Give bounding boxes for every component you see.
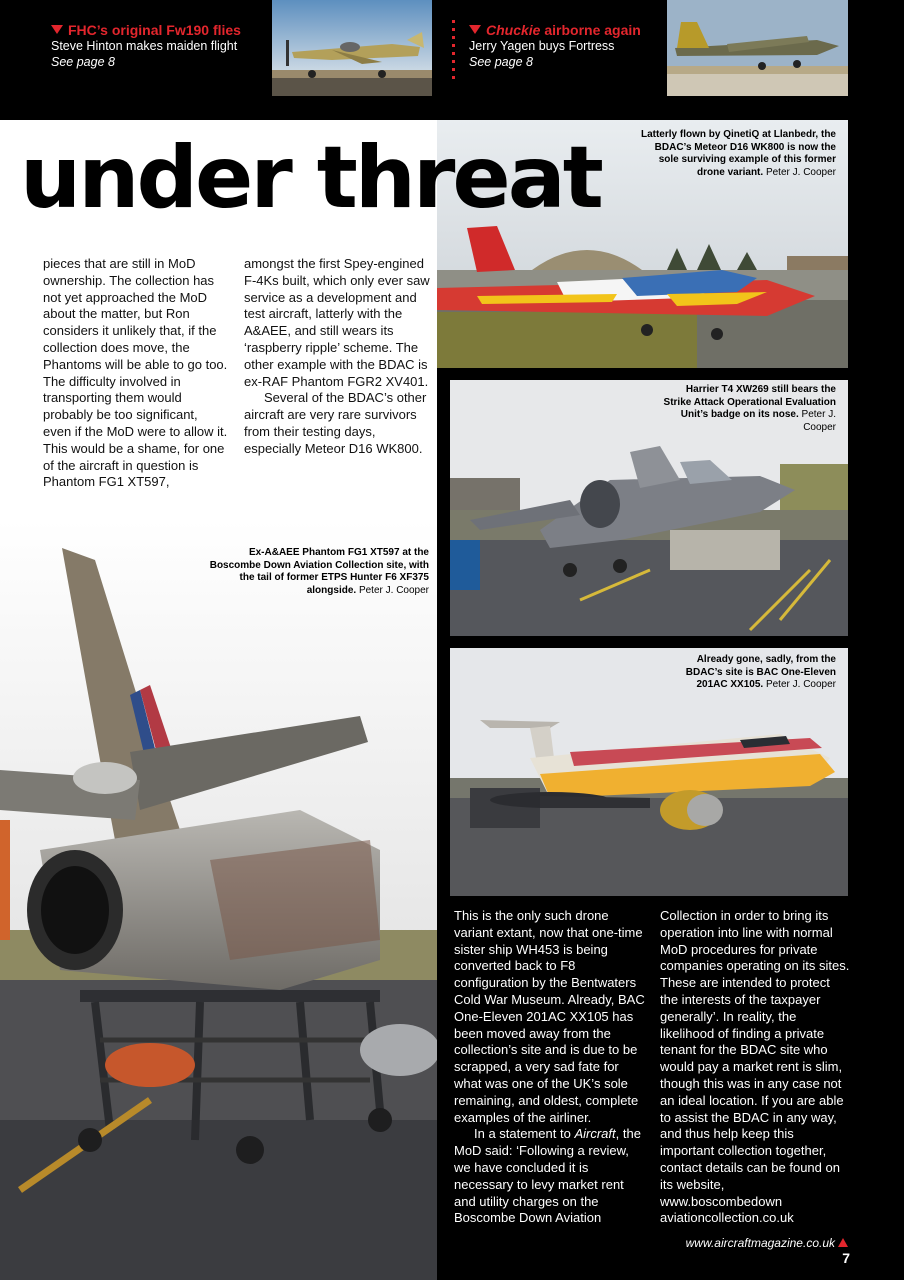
teaser-subline: Steve Hinton makes maiden flight xyxy=(51,39,238,53)
caption-text: Harrier T4 XW269 still bears the Strike Attack Operational Evaluation Unit’s badge on its nose. xyxy=(663,384,836,420)
fw190-thumbnail xyxy=(272,0,432,96)
body-column-2 xyxy=(244,256,430,458)
phantom-caption xyxy=(200,547,429,597)
caption-text: Latterly flown by QinetiQ at Llanbedr, the BDAC’s Meteor D16 WK800 is now the sole surviving example of this former drone variant. xyxy=(640,129,836,178)
caption-text: Ex-A&AEE Phantom FG1 XT597 at the Boscombe Down Aviation Collection site, with the tail of former ETPS Hunter F6 XF375 alongside. xyxy=(209,547,429,596)
teaser-chuckie[interactable] xyxy=(469,22,664,70)
meteor-caption xyxy=(640,129,836,179)
body-paragraph: This is the only such drone variant extant, now that one-time sister ship WH453 is being converted back to F8 configuration by the Bentwaters Cold War Museum. Already, BAC One-Eleven 201AC XX105 has been moved away from the collection’s site and is due to be scrapped, a very sad fate for what was one of the UK’s sole remaining, and oldest, complete examples of the airliner. xyxy=(454,908,645,1125)
teaser-see-page: See page 8 xyxy=(469,55,533,69)
page-headline: under threat xyxy=(20,128,601,228)
body-paragraph: pieces that are still in MoD ownership. The collection has not yet approached the MoD about the matter, but Ron considers it unlikely that, if the collection does move, the Phantoms will be able to go too. The difficulty involved in transporting them would probably be too significant, even if the MoD were to allow it. This would be a shame, for one of the aircraft in question is Phantom FG1 XT597, xyxy=(43,256,228,490)
teaser-see-page: See page 8 xyxy=(51,55,115,69)
oneeleven-caption xyxy=(660,654,836,692)
body-paragraph: Several of the BDAC’s other aircraft are very rare survivors from their testing days, especially Meteor D16 WK800. xyxy=(244,390,427,456)
body-column-3 xyxy=(454,908,646,1227)
photo-credit: Peter J. Cooper xyxy=(801,409,836,433)
up-triangle-icon xyxy=(838,1238,848,1247)
body-column-1 xyxy=(43,256,229,491)
body-column-4 xyxy=(660,908,850,1227)
phantom-photo xyxy=(0,520,437,1280)
body-paragraph: In a statement to Aircraft, the MoD said: ‘Following a review, we have concluded it is necessary to levy market rent and utility charges on the Boscombe Down Aviation xyxy=(454,1126,641,1226)
photo-credit: Peter J. Cooper xyxy=(765,166,836,178)
teaser-divider xyxy=(452,20,455,82)
b17-thumbnail xyxy=(667,0,848,96)
down-triangle-icon xyxy=(51,25,63,34)
teaser-fw190[interactable] xyxy=(51,22,266,70)
teaser-subline: Jerry Yagen buys Fortress xyxy=(469,39,615,53)
teaser-headline: FHC’s original Fw190 flies xyxy=(51,22,266,38)
down-triangle-icon xyxy=(469,25,481,34)
photo-credit: Peter J. Cooper xyxy=(358,584,429,596)
photo-credit: Peter J. Cooper xyxy=(765,679,836,690)
page-footer xyxy=(680,1236,850,1266)
footer-url[interactable]: www.aircraftmagazine.co.uk xyxy=(685,1236,835,1250)
body-paragraph: Collection in order to bring its operation into line with normal MoD procedures for private companies operating on its sites. These are intended to protect the interests of the taxpayer generally’. In reality, the likelihood of finding a private tenant for the BDAC site who would pay a market rent is slim, though this was in any case not an ideal location. If you are able to assist the BDAC in any way, and thus help keep this important collection together, contact details can be found on its website, www.boscombedown aviationcollection.co.uk xyxy=(660,908,850,1226)
harrier-caption xyxy=(660,384,836,434)
teaser-headline: Chuckie airborne again xyxy=(469,22,664,38)
body-paragraph: amongst the first Spey-engined F-4Ks built, which only ever saw service as a development and test aircraft, latterly with the A&AEE, and still wears its ‘raspberry ripple’ scheme. The other example with the BDAC is ex-RAF Phantom FGR2 XV401. xyxy=(244,256,430,389)
page-number: 7 xyxy=(842,1250,850,1266)
caption-text: Already gone, sadly, from the BDAC’s site is BAC One-Eleven 201AC XX105. xyxy=(685,654,836,690)
